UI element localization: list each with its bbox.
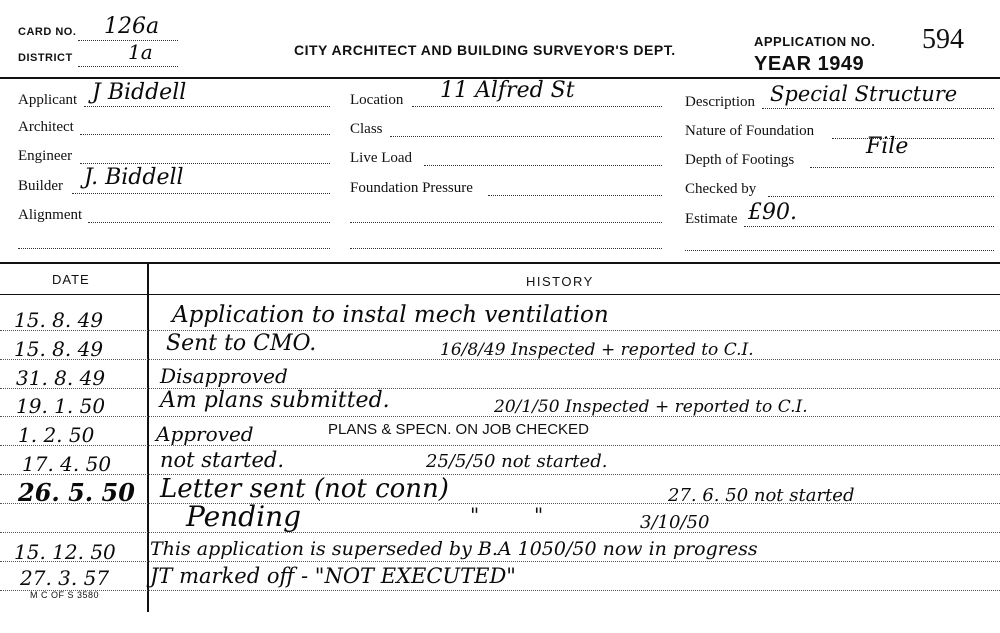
applicant-label: Applicant [18, 92, 78, 108]
nature-of-foundation-line [832, 138, 994, 139]
district-line [78, 66, 178, 67]
middle-blank-line-1 [350, 222, 662, 223]
checked-by-line [768, 196, 994, 197]
history-note: 25/5/50 not started. [426, 451, 608, 472]
foundation-pressure-label: Foundation Pressure [350, 180, 473, 196]
history-top-border [0, 262, 1000, 264]
class-label: Class [350, 121, 383, 137]
engineer-line [80, 163, 330, 164]
location-label: Location [350, 92, 404, 108]
history-entry: Pending [186, 500, 302, 533]
history-entry: JT marked off - "NOT EXECUTED" [150, 564, 516, 588]
history-entry: Application to instal mech ventilation [172, 302, 609, 328]
depth-of-footings-line [810, 167, 994, 168]
row-line-3 [0, 388, 1000, 389]
history-date: 27. 3. 57 [20, 566, 110, 590]
ditto-mark: " [470, 503, 480, 527]
card-no-label: CARD NO. [18, 26, 77, 38]
history-note: 20/1/50 Inspected + reported to C.I. [494, 397, 808, 417]
application-no-value: 594 [922, 24, 964, 55]
applicant-line [84, 106, 330, 107]
location-line [412, 106, 662, 107]
history-note: 27. 6. 50 not started [668, 485, 855, 506]
date-column-divider [147, 262, 149, 612]
history-entry: This application is superseded by B.A 1050/50 now in progress [150, 538, 758, 560]
district-label: DISTRICT [18, 52, 73, 64]
architect-line [80, 134, 330, 135]
history-column-header: HISTORY [526, 274, 594, 289]
history-date: 15. 8. 49 [14, 337, 104, 361]
estimate-label: Estimate [685, 211, 738, 227]
right-blank-line [685, 250, 994, 251]
alignment-label: Alignment [18, 207, 83, 223]
description-line [762, 108, 994, 109]
history-entry: Disapproved [160, 364, 288, 388]
class-line [390, 136, 662, 137]
left-blank-line [18, 248, 330, 249]
year-label: YEAR 1949 [754, 53, 865, 75]
row-line-6 [0, 474, 1000, 475]
description-label: Description [685, 94, 755, 110]
date-column-header: DATE [52, 272, 90, 287]
ditto-mark: " [534, 503, 544, 527]
builder-value: J. Biddell [84, 165, 184, 190]
history-date: 1. 2. 50 [18, 423, 95, 447]
foundation-pressure-line [488, 195, 662, 196]
history-date: 15. 12. 50 [14, 540, 116, 564]
history-entry: Sent to CMO. [166, 331, 317, 356]
district-value: 1a [128, 40, 153, 64]
architect-label: Architect [18, 119, 74, 135]
engineer-label: Engineer [18, 148, 73, 164]
row-line-8 [0, 532, 1000, 533]
history-entry: Approved [156, 422, 254, 446]
history-date: 15. 8. 49 [14, 308, 104, 332]
history-date: 19. 1. 50 [16, 394, 106, 418]
history-note: 3/10/50 [640, 512, 710, 533]
history-entry: Letter sent (not conn) [160, 474, 449, 504]
estimate-line [744, 226, 994, 227]
live-load-line [424, 165, 662, 166]
application-no-label: APPLICATION NO. [754, 34, 876, 49]
builder-label: Builder [18, 178, 63, 194]
row-line-5 [0, 445, 1000, 446]
history-entry: Am plans submitted. [160, 388, 390, 413]
nature-of-foundation-label: Nature of Foundation [685, 123, 815, 139]
description-value: Special Structure [770, 82, 958, 106]
history-date: 26. 5. 50 [18, 478, 135, 507]
estimate-value: £90. [748, 200, 797, 225]
history-entry: not started. [160, 448, 285, 472]
location-value: 11 Alfred St [440, 78, 575, 103]
depth-of-footings-label: Depth of Footings [685, 152, 795, 168]
middle-blank-line-2 [350, 248, 662, 249]
row-line-9 [0, 561, 1000, 562]
department-title: CITY ARCHITECT AND BUILDING SURVEYOR'S DEPT. [294, 42, 676, 58]
applicant-value: J Biddell [92, 80, 187, 105]
builder-line [72, 193, 330, 194]
history-date: 31. 8. 49 [16, 366, 106, 390]
history-note: 16/8/49 Inspected + reported to C.I. [440, 340, 754, 360]
alignment-line [88, 222, 330, 223]
depth-of-footings-value: File [866, 134, 909, 159]
approval-stamp: PLANS & SPECN. ON JOB CHECKED [328, 421, 589, 438]
history-date: 17. 4. 50 [22, 452, 112, 476]
form-code: M C OF S 3580 [30, 590, 100, 600]
live-load-label: Live Load [350, 150, 413, 166]
row-line-10 [0, 590, 1000, 591]
history-header-divider [0, 294, 1000, 295]
row-line-1 [0, 330, 1000, 331]
checked-by-label: Checked by [685, 181, 757, 197]
card-no-value: 126a [104, 14, 160, 39]
